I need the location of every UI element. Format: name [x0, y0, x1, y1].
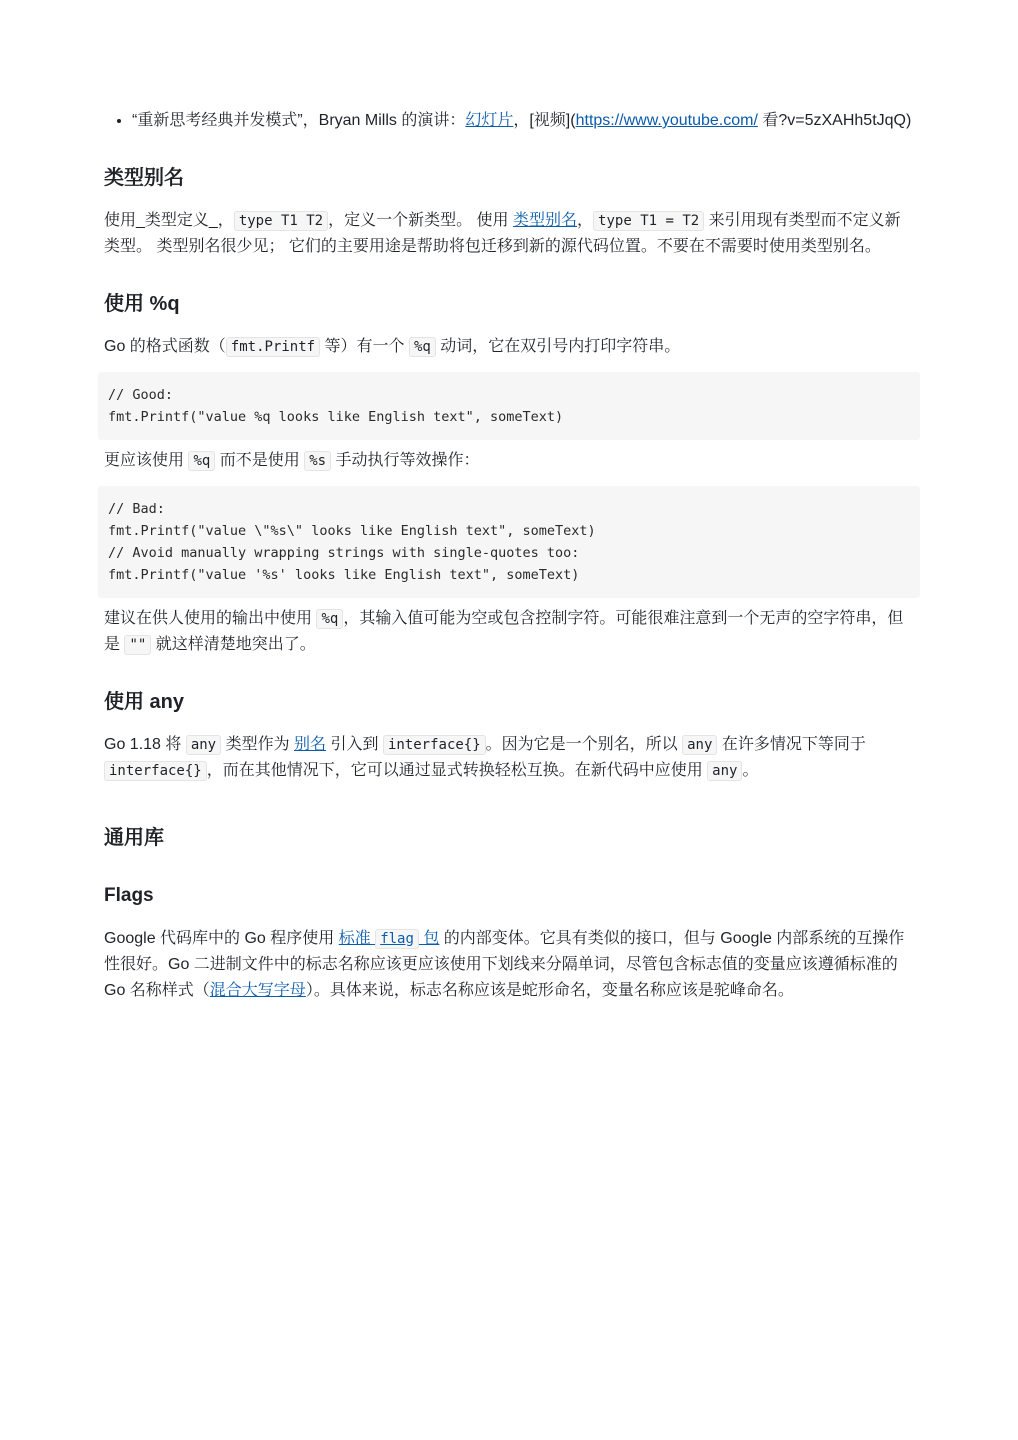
youtube-link[interactable]: https://www.youtube.com/	[575, 112, 758, 129]
code-block-bad: // Bad: fmt.Printf("value \"%s\" looks like English text", someText) // Avoid manually wrapping strings with single-quotes too: fmt.Printf("value '%s' looks like English text", someText)	[98, 486, 920, 598]
heading-type-alias: 类型别名	[104, 167, 184, 189]
inline-code: type T1 = T2	[593, 211, 704, 231]
reference-list	[104, 108, 912, 134]
paragraph-flags: Google 代码库中的 Go 程序使用 标准 flag 包 的内部变体。它具有类似的接口，但与 Google 内部系统的互操作性很好。Go 二进制文件中的标志名称应该更应该使用下划线来分隔单词，尽管包含标志值的变量应该遵循标准的 Go 名称样式（混合大写字母）。具体来说，标志名称应该是蛇形命名，变量名称应该是驼峰命名。	[104, 930, 905, 999]
type-alias-link[interactable]: 类型别名	[513, 212, 578, 229]
paragraph-use-q-intro: Go 的格式函数（ fmt.Printf 等）有一个 %q 动词，它在双引号内打印字符串。	[104, 338, 681, 355]
inline-code: interface{}	[104, 761, 207, 781]
document-content	[104, 108, 912, 1004]
inline-code: type T1 T2	[234, 211, 328, 231]
slides-link[interactable]: 幻灯片	[465, 112, 514, 129]
list-item: • “重新思考经典并发模式”，Bryan Mills 的演讲：幻灯片，[视频](https://www.youtube.com/ 看?v=5zXAHh5tJqQ)	[132, 108, 912, 134]
paragraph-use-any: Go 1.18 将 any 类型作为 别名 引入到 interface{} 。因为它是一个别名，所以 any 在许多情况下等同于 interface{} ，而在其他情况下，它可以通过显式转换轻松互换。在新代码中应使用 any 。	[104, 736, 866, 779]
inline-code: %q	[316, 609, 343, 629]
paragraph-type-alias: 使用_类型定义_， type T1 T2 ，定义一个新类型。 使用 类型别名， type T1 = T2 来引用现有类型而不定义新类型。 类型别名很少见； 它们的主要用途是帮助将包迁移到新的源代码位置。不要在不需要时使用类型别名。	[104, 212, 901, 255]
heading-common-libraries: 通用库	[104, 827, 164, 849]
standard-flag-package-link[interactable]: 标准 flag 包	[338, 930, 440, 947]
inline-code: %s	[304, 451, 331, 471]
inline-code: flag	[375, 929, 419, 949]
inline-code: any	[186, 735, 221, 755]
inline-code: any	[682, 735, 717, 755]
paragraph-use-q-prefer: 更应该使用 %q 而不是使用 %s 手动执行等效操作：	[104, 452, 480, 469]
heading-use-any: 使用 any	[104, 691, 185, 713]
heading-flags: Flags	[104, 885, 154, 906]
alias-link[interactable]: 别名	[294, 736, 327, 753]
inline-code: any	[707, 761, 742, 781]
code-block-good: // Good: fmt.Printf("value %q looks like English text", someText)	[98, 372, 920, 440]
inline-code: ""	[124, 635, 151, 655]
inline-code: %q	[188, 451, 215, 471]
heading-use-q: 使用 %q	[104, 293, 180, 315]
inline-code: fmt.Printf	[226, 337, 320, 357]
mixed-caps-link[interactable]: 混合大写字母	[209, 982, 306, 999]
inline-code: interface{}	[383, 735, 486, 755]
paragraph-use-q-advice: 建议在供人使用的输出中使用 %q ，其输入值可能为空或包含控制字符。可能很难注意到一个无声的空字符串，但是 "" 就这样清楚地突出了。	[104, 610, 904, 653]
inline-code: %q	[409, 337, 436, 357]
